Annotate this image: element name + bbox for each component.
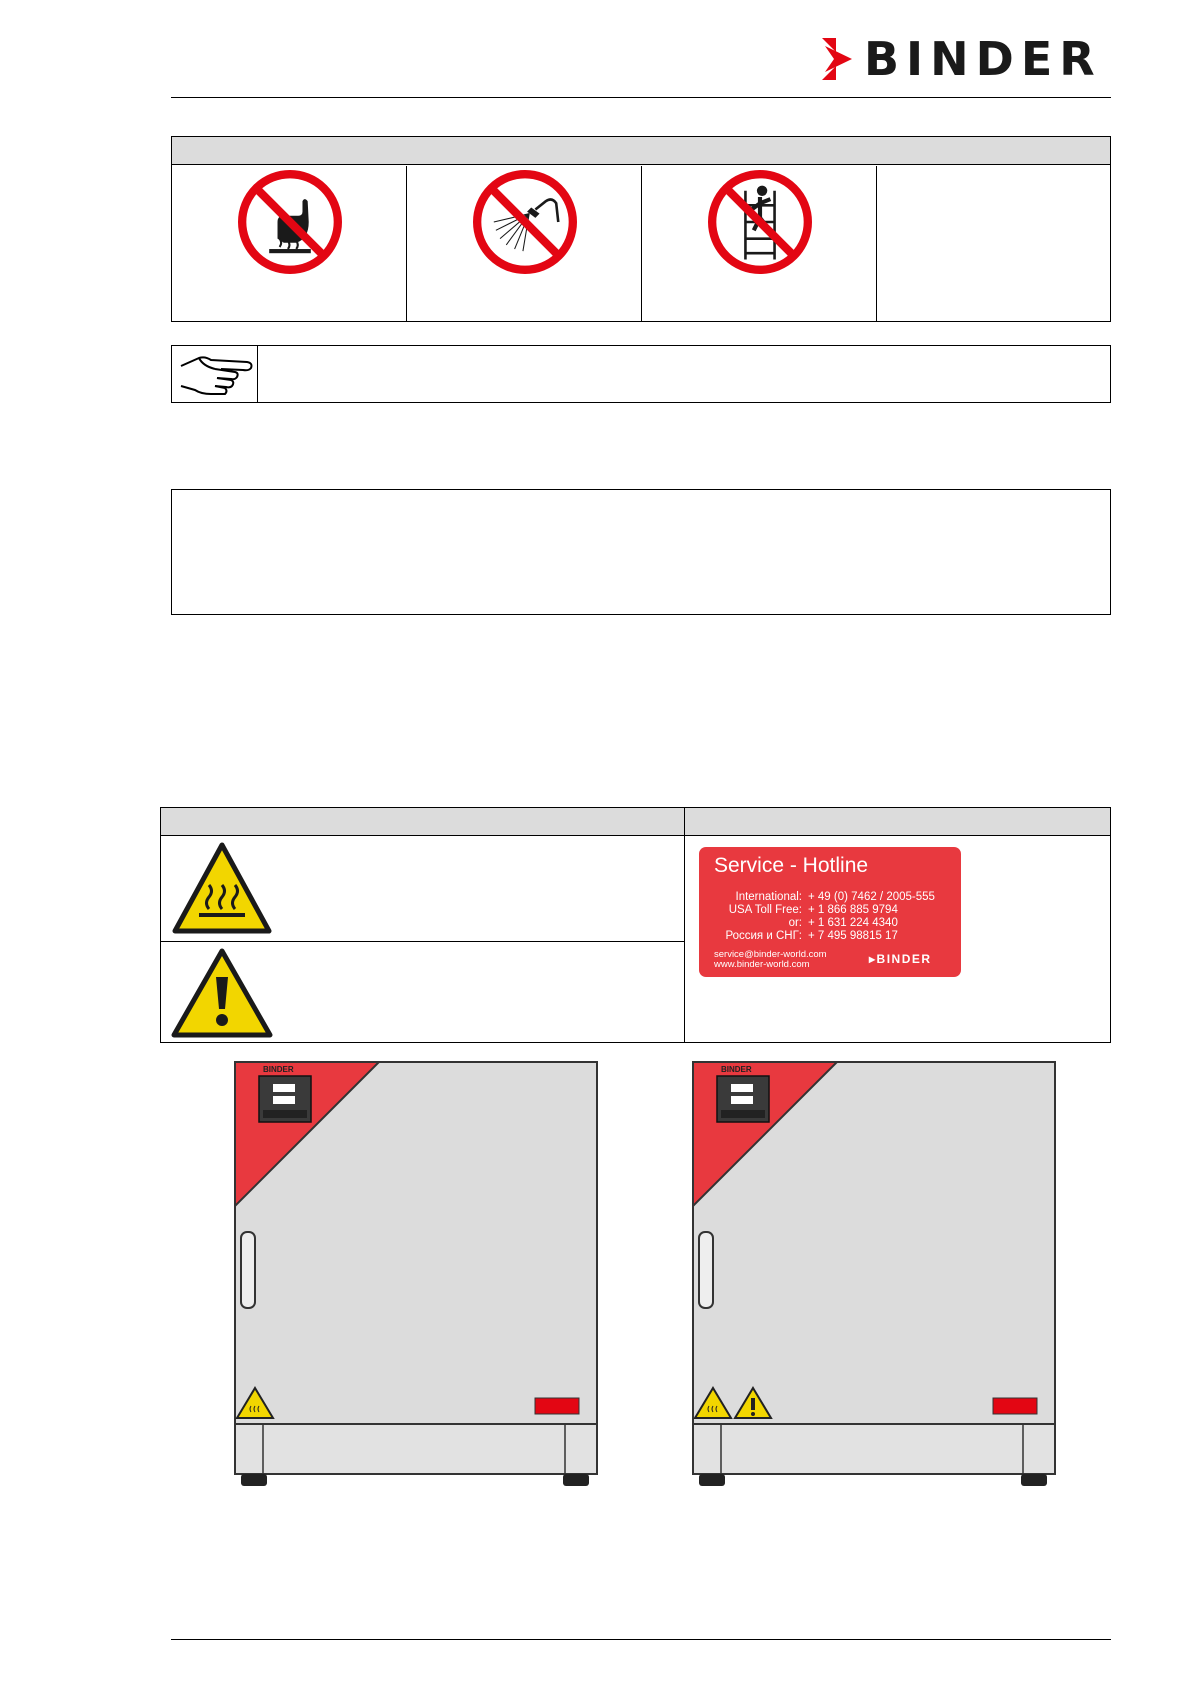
no-touching-sign-icon (238, 170, 342, 274)
no-climbing-sign-icon (708, 170, 812, 274)
header-rule (171, 97, 1111, 98)
note-box (171, 345, 1111, 403)
hotline-row-label: or: (788, 917, 802, 929)
binder-logo-mark-icon (822, 38, 856, 80)
hotline-row-value: + 1 631 224 4340 (808, 917, 898, 929)
hotline-row-value: + 7 495 98815 17 (808, 930, 898, 942)
logo-text: BINDER (864, 32, 1102, 86)
door-handle (699, 1232, 713, 1308)
no-water-spray-sign-icon (473, 170, 577, 274)
hotline-contact (714, 950, 827, 970)
incubator-panel-brand: BINDER (263, 1065, 294, 1074)
hotline-row (714, 917, 935, 930)
hotline-email: service@binder-world.com (714, 949, 827, 960)
hotline-brand-text: BINDER (876, 952, 932, 966)
hotline-brand-mark-icon: ▸ (869, 952, 877, 966)
table-header-right (685, 808, 1110, 836)
prohibition-signs-table (171, 136, 1111, 322)
incubator-service-label (993, 1398, 1037, 1414)
hotline-brand (869, 952, 932, 966)
hotline-title: Service - Hotline (714, 854, 869, 877)
general-warning-icon (170, 947, 274, 1041)
pointing-hand-icon (175, 348, 255, 400)
incubator-panel-brand: BINDER (721, 1065, 752, 1074)
labels-table (160, 807, 1111, 1043)
table-cell (877, 166, 1110, 321)
hotline-row (714, 904, 935, 917)
hotline-row-label: Россия и СНГ: (725, 930, 802, 942)
hotline-website: www.binder-world.com (714, 959, 810, 970)
hot-surface-warning-icon (171, 841, 273, 937)
incubator-drawing-left (233, 1060, 601, 1490)
binder-logo (822, 32, 1112, 86)
hotline-row-label: USA Toll Free: (728, 904, 802, 916)
column-divider (684, 836, 685, 1042)
hotline-row (714, 891, 935, 904)
table-cell (407, 166, 642, 321)
hotline-row-value: + 1 866 885 9794 (808, 904, 898, 916)
table-header-left (161, 808, 685, 836)
hotline-numbers (714, 891, 935, 943)
hotline-row-label: International: (735, 891, 802, 903)
door-handle (241, 1232, 255, 1308)
table-cell (642, 166, 877, 321)
incubator-drawing-right (691, 1060, 1059, 1490)
hotline-row-value: + 49 (0) 7462 / 2005-555 (808, 891, 935, 903)
row-divider (161, 941, 684, 942)
service-hotline-label (699, 847, 961, 977)
incubator-service-label (535, 1398, 579, 1414)
table-header-row (172, 137, 1110, 165)
empty-text-box (171, 489, 1111, 615)
footer-rule (171, 1639, 1111, 1640)
table-cell (172, 166, 407, 321)
note-icon-cell (172, 346, 258, 402)
hotline-row (714, 930, 935, 943)
